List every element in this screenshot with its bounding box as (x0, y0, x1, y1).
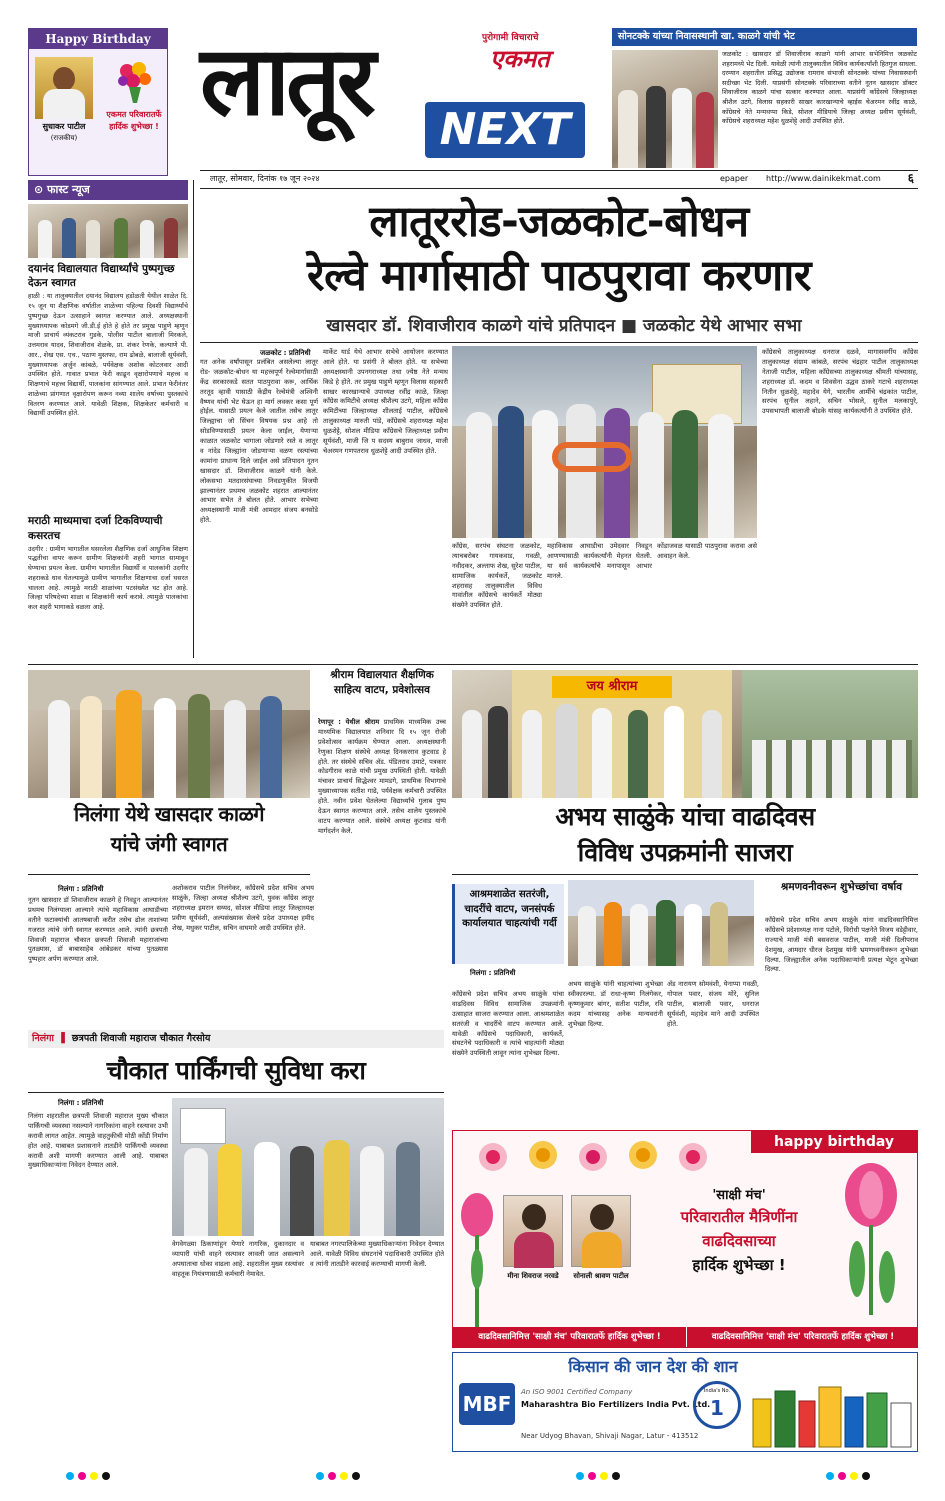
chowk-col3: याबाबत नगरपालिकेच्या मुख्याधिकाऱ्यांना निवेदन देण्यात आले. यावेळी विविध संघटनांचे पदाधिकारी उपस्थित होते व त्यांनी तातडीने कारवाई करण्याची मागणी केली. (310, 1240, 444, 1268)
fast-news-photo (28, 204, 188, 258)
birthday-header: Happy Birthday (29, 29, 167, 49)
abhay-headline-1: अभय साळुंके यांचा वाढदिवस (555, 802, 815, 831)
jai-shriram-banner: जय श्रीराम (552, 676, 672, 698)
lead-col1: गत अनेक वर्षांपासून प्रलंबित असलेल्या लातूर रोड- जळकोट-बोधन या महत्त्वपूर्ण रेल्वेमार्गासाठी केंद्र सरकारकडे सतत पाठपुरावा करू, आर्थिक तरतूद व्हावी यासाठी केंद्रीय रेल्वेमंत्री अश्विनी वैष्णव यांची भेट घेऊन हा मार्ग लवकर कसा पूर्ण होईल. यासाठी प्रयत्न केले जातील तसेच लातूर जिल्ह्याचा जो सिंचन विषयक प्रश्न आहे तो सोडविण्यासाठी प्रयत्न केला जाईल, येणाऱ्या काळात जळकोट भागाला जोडणारे रस्ते व लातूर व नांदेड जिल्ह्यांना जोडणाऱ्या वळण रस्त्यांच्या कामांना प्राधान्य दिले जाईल असे प्रतिपादन नूतन खासदार डॉ. शिवाजीराव काळगे यांनी केले. लोकसभा मतदारसंघाच्या निवडणुकीत विजयी झाल्यानंतर प्रथमच जळकोट शहरात आल्यानंतर आभार सभेत ते बोलत होते. आभार सभेच्या अध्यक्षस्थानी माजी मंत्री आमदार संजय बनसोडे होते. (200, 358, 318, 525)
top-story-box (612, 28, 917, 168)
shriram-body (318, 718, 446, 923)
chowk-col2: वेगवेगळ्या ठिकाणांहून येणारे नागरिक, दुकानदार व व्यापारी यांची वाहने रस्त्यावर लावली जात असल्याने अपघाताचा धोका वाढला आहे. शहरातील मुख्य रस्त्यांवर वाहतूक नियंत्रणासाठी कर्मचारी नेमावेत. (172, 1240, 304, 1278)
lead-dateline: जळकोट : प्रतिनिधी (260, 349, 311, 357)
abhay-subbox: आश्रमशाळेत सतरंजी, चादरींचे वाटप, जनसंपर्क कार्यालयात चाहत्यांची गर्दी (452, 884, 564, 964)
lead-headline-2: रेल्वे मार्गासाठी पाठपुरावा करणार (307, 251, 811, 301)
lead-col3: काँग्रेस, सरपंच संघटना जळकोट, त्याचबरोबर गायकवाड, गवळी, नवीदकर, अल्ताफ शेख, सुरेश पाटील, सामाजिक कार्यकर्ते, जळकोट शहरासह तालुक्यातील विविध गावांतील काँग्रेसचे कार्यकर्ते मोठ्या संख्येने उपस्थित होते. (452, 542, 542, 610)
tulip-left-icon (457, 1191, 497, 1341)
mbf-badge-num: 1 (710, 1396, 724, 1420)
nilanga-col2: अशोकराव पाटील निलंगेकर, काँग्रेसचे प्रदेश सचिव अभय साळुंके, जिल्हा अध्यक्ष श्रीशैल्य उटगे, युवक काँग्रेस लातूर शहराध्यक्ष इमरान सय्यद, सोशल मीडिया लातूर जिल्हाध्यक्ष प्रवीण सूर्यवंशी, अल्पसंख्याक सेलचे प्रदेश उपाध्यक्ष हमीद शेख, मधुकर पाटील, सचिन वाघमारे आदी उपस्थित होते. (172, 884, 314, 932)
birthday-box (28, 28, 168, 176)
lead-col4: महाविकास आघाडीचा उमेदवार निवडून आणण्यासाठी कार्यकर्त्यांनी मेहनत घेतली. या सर्व कार्यकर्त्यांचे मनापासून आभार मानले. (547, 542, 652, 580)
person2-photo (571, 1195, 631, 1267)
abhay-col2: अभय साळुंके यांनी चाहत्यांच्या शुभेच्छा स्वीकारल्या. डॉ राधा-कृष्ण निलंगेकर, कृष्णकुमार बांगर, सतीश पाटील, रवि कदम यांच्यासह अनेक मान्यवरांनी शुभेच्छा दिल्या. (568, 980, 663, 1028)
fast-news-item2-body: उदगीर : ग्रामीण भागातील घसरलेला शैक्षणिक दर्जा आधुनिक शिक्षण पद्धतीचा वापर करून ग्रामीण शिक्षकांनी शहरी भागात सामावून घेण्याचा प्रयत्न केला. ग्रामीण भागातील विद्यार्थी व पालकांनी उदगीर शहराकडे धाव घेतल्यामुळे ग्रामीण भागातील शिक्षणाचा दर्जा घसरत चालला आहे. त्यामुळे मराठी शाळांच्या पटसंख्येत घट होत आहे. जिल्हा परिषदेच्या शाळा व शिक्षकांनी कार्य करावे. त्यामुळे पालकांचा कल शहरी भागाकडे वळला आहे. (28, 544, 188, 612)
fast-news-item1-body: हाळी : या तालुक्यातील दयानंद विद्यालय हडोळती येथील शाळेत दि. १५ जून या शैक्षणिक वर्षातील शाळेच्या पहिल्या दिवशी विद्यार्थ्यांचे पुष्पगुच्छ देऊन उत्साहाने स्वागत करण्यात आले. अध्यक्षस्थानी मुख्याध्यापक कोडमगे जी.डी.ई होते हे होते तर प्रमुख पाहुणे म्हणून माजी प्राचार्य व्यंकटराव गुडके, पोलीस पाटील बालाजी मिरकले, उत्तमराव यादव, शिवाजीराव शेळके, प्रा. शंकर रेणके, कल्याणे पी. आर., शेख एस. एच., पठाण मुस्तफा, राम ढोबळे, बालाजी सूर्यवंशी, मुख्याध्यापक अर्जुन कांबळे, पर्यवेक्षक अशोक कोटलवार आदी उपस्थित होते. गावात प्रभात फेरी काढून वृक्षारोपणाचे महत्त्व व शिक्षणाचे महत्त्व विद्यार्थी, पालकांना सांगण्यात आले. प्रभात फेरीनंतर शाळेच्या प्रांगणात वृक्षारोपण करून नव्या शालेय वर्षाच्या पुस्तकांचे वितरण करण्यात आले. यावेळी शिक्षक, शिक्षकेतर कर्मचारी व विद्यार्थी उपस्थित होते. (28, 292, 188, 418)
top-story-photo (612, 50, 718, 168)
nilanga-col1: नूतन खासदार डॉ शिवाजीराव काळगे हे निवडून आल्यानंतर प्रथमच निलंग्याला आल्याने त्यांचे महाविकास आघाडीच्या वतीने फटाक्यांची आतषबाजी करीत तसेच ढोल ताशांच्या गजरात त्यांचे जंगी स्वागत करण्यात आले. त्यांनी छत्रपती शिवाजी महाराज चौकात छत्रपती शिवाजी महाराजांच्या पुतळ्यास, डॉ बाबासाहेब आंबेडकर यांच्या पुतळ्यास पुष्पहार अर्पण करण्यात आले. (28, 896, 168, 964)
birthday-role: (राजकीय) (50, 134, 78, 142)
top-story-body: जळकोट : खासदार डॉ शिवाजीराव काळगे यांनी आभार सभेनिमित्त जळकोट शहरामध्ये भेट दिली. यावेळी त्यांनी तालुक्यातील विविध कार्यकर्त्यांशी हितगुज साधला. दरम्यान शहरातील प्रसिद्ध उद्योजक रामराव संभाजी सोनटक्के यांच्या निवासस्थानी सदीच्छा भेट दिली. याप्रसंगी सोनटक्के परिवाराच्या वतीने नूतन खासदार डॉक्टर शिवाजीराव काळगे यांचा सत्कार करण्यात आला. याप्रसंगी काँग्रेसचे जिल्हाध्यक्ष श्रीशैल उटगे, विलास सहकारी साखर कारखान्याचे व्हाईस चेअरमन रवींद्र काळे, काँग्रेसचे नेते मन्मथप्पा किडे, सोशल मीडियाचे जिल्हा अध्यक्ष प्रवीण सूर्यवंशी, काँग्रेसचे शहराध्यक्ष महेश धुळशेट्टे आदी उपस्थित होते. (722, 50, 917, 126)
chowk-label (28, 1030, 444, 1048)
fast-news-label: ⊙ फास्ट न्यूज (28, 180, 188, 200)
abhay-photo (452, 670, 918, 798)
mbf-badge (693, 1381, 741, 1429)
abhay-col1: काँग्रेसचे प्रदेश सचिव अभय साळुंके यांचा वाढदिवस विविध सामाजिक उपक्रमांनी उत्साहात साजरा करण्यात आला. आश्रमशाळेत सतरंजी व चादरींचे वाटप करण्यात आले. यावेळी काँग्रेसचे पदाधिकारी, कार्यकर्ते, संघटनेचे पदाधिकारी व त्यांचे चाहत्यांनी मोठ्या संख्येने उपस्थिती लावून त्यांना शुभेच्छा दिल्या. (452, 990, 564, 1058)
mbf-product-images (751, 1379, 915, 1449)
shriram-headline: श्रीराम विद्यालयात शैक्षणिक साहित्य वाटप, प्रवेशोत्सव (330, 669, 434, 696)
birthday-photo (35, 57, 93, 119)
nilanga-headline-1: निलंगा येथे खासदार काळगे (73, 802, 265, 826)
ad-strip-left: वाढदिवसानिमित्त 'साक्षी मंच' परिवारातर्फे हार्दिक शुभेच्छा ! (478, 1332, 661, 1342)
chowk-headline: चौकात पार्किंगची सुविधा करा (106, 1056, 366, 1085)
lead-subhead: खासदार डॉ. शिवाजीराव काळगे यांचे प्रतिपादन ■ जळकोट येथे आभार सभा (326, 316, 802, 336)
masthead (200, 25, 600, 168)
epaper-label: epaper (720, 174, 749, 183)
ad-header: happy birthday (751, 1131, 917, 1153)
person1-photo (503, 1195, 563, 1267)
shriram-dateline: रेणापूर : येथील श्रीराम (318, 718, 380, 726)
abhay-photo-2 (568, 880, 754, 966)
ad-tagline-1: 'साक्षी मंच' (712, 1188, 766, 1203)
page-number: ६ (907, 171, 914, 185)
chowk-col1: निलंगा शहरातील छत्रपती शिवाजी महाराज मुख्य चौकात पार्किंगची व्यवस्था नसल्याने नागरिकांना वाहने रस्त्यावर उभी करावी लागत आहेत. त्यामुळे वाहतुकीची मोठी कोंडी निर्माण होत आहे. याबाबत प्रशासनाने तातडीने पार्किंगची व्यवस्था करावी अशी मागणी करण्यात आली आहे. याबाबत मुख्याधिकाऱ्यांना निवेदन देण्यात आले. (28, 1112, 168, 1170)
flower-row-icon (473, 1133, 743, 1183)
url-text[interactable]: http://www.dainikekmat.com (766, 174, 881, 183)
nilanga-dateline: निलंगा : प्रतिनिधी (58, 885, 104, 893)
fast-news-item1-title: दयानंद विद्यालयात विद्यार्थ्यांचे पुष्पगुच्छ देऊन स्वागत (28, 263, 175, 290)
date-text: लातूर, सोमवार, दिनांक १७ जून २०२४ (210, 174, 320, 183)
lead-col2: मार्केट यार्ड येथे आभार सभेचे आयोजन करण्यात आले होते. या प्रसंगी ते बोलत होते. या सभेच्या अध्यक्षस्थानी उपनगराध्यक्ष तथा ज्येष्ठ नेते मन्मथ किडे हे होते. तर प्रमुख पाहुणे म्हणून विलास सहकारी साखर कारखान्याचे उपाध्यक्ष रवींद्र काळे, जिल्हा काँग्रेस कमिटीचे अध्यक्ष श्रीशैल्य उटगे, महिला काँग्रेस कमिटीच्या जिल्हाध्यक्ष शीलताई पाटील, काँग्रेसचे तालुकाध्यक्ष मारुती पांडे, काँग्रेसचे शहराध्यक्ष महेश धुळशेट्टे, सोशल मीडिया काँग्रेसचे जिल्हाध्यक्ष प्रवीण सूर्यवंशी, माजी जि प सदस्य बाबुराव जाधव, माजी चेअरमन गणपतराव धुळशेट्टे आदी उपस्थित होते. (323, 348, 448, 455)
brand-logo: एकमत (490, 45, 550, 73)
mbf-address: Near Udyog Bhavan, Shivaji Nagar, Latur - 413512 (521, 1432, 699, 1440)
chowk-label-text: छत्रपती शिवाजी महाराज चौकात गैरसोय (71, 1033, 211, 1044)
mbf-slogan: किसान की जान देश की शान (568, 1357, 738, 1376)
fast-news-item2-title: मराठी माध्यमाचा दर्जा टिकविण्याची कसरतच (28, 515, 163, 542)
brand-tagline: पुरोगामी विचाराचे (482, 33, 539, 43)
lead-photo (452, 346, 757, 538)
ad-strip-right: वाढदिवसानिमित्त 'साक्षी मंच' परिवारातर्फे हार्दिक शुभेच्छा ! (686, 1327, 918, 1347)
registration-marks (40, 1466, 910, 1486)
lead-col5: कोंडाजवळ यासाठी पाठपुरावा करावा असे आवाहन केले. (657, 542, 757, 560)
date-line (200, 172, 918, 186)
mbf-iso: An ISO 9001 Certified Company (521, 1388, 633, 1396)
ad-strip (453, 1327, 918, 1347)
lead-headline-1: लातूररोड-जळकोट-बोधन (369, 197, 749, 247)
top-story-title: सोनटक्के यांच्या निवासस्थानी खा. काळगे यांची भेट (612, 28, 917, 46)
mbf-company: Maharashtra Bio Fertilizers India Pvt. Ltd. (521, 1400, 711, 1409)
shramdan-body: काँग्रेसचे प्रदेश सचिव अभय साळुंके यांना वाढदिवसानिमित्त काँग्रेसचे प्रदेशाध्यक्ष नाना पटोले, विरोधी पक्षनेते विजय वडेट्टीवार, राज्याचे माजी मंत्री बसवराज पाटील, माजी मंत्री दिलीपराव देशमुख, आमदार धीरज देशमुख यांनी भ्रमणध्वनीवरून शुभेच्छा दिल्या. जिल्ह्यातील अनेक पदाधिकाऱ्यांनी प्रत्यक्ष भेटून शुभेच्छा दिल्या. (765, 916, 918, 974)
ad-tagline-2: परिवारातील मैत्रिणींना (680, 1208, 798, 1226)
flower-bouquet-icon (115, 59, 155, 103)
lead-col6: काँग्रेसचे तालुकाध्यक्ष धनराज दळवे, मागासवर्गीय काँग्रेस तालुकाध्यक्ष संग्राम कांबळे, सरपंच चंद्रहार पाटील तालुकाध्यक्ष नेताजी पाटील, महिला काँग्रेसच्या तालुकाध्यक्ष श्रीमती यांच्यासह, शहराध्यक्ष डॉ. कदम व शिवसेना उद्धव ठाकरे गटाचे शहराध्यक्ष नितीन धुळशेट्टे, महादेव येगे, भारतीय आर्मीचे चंद्रकांत पाटील, सरपंच सुनील लहाने, सचिन भोसले, सुनील मलकापुरे, उपसभापती बालाजी बोडके यांसह कार्यकर्त्यांनी ते उपस्थित होते. (762, 348, 918, 416)
abhay-dateline: निलंगा : प्रतिनिधी (470, 969, 516, 977)
mbf-ad (452, 1352, 918, 1452)
chevron-down-icon: ⊙ (34, 183, 48, 196)
chowk-dateline: निलंगा : प्रतिनिधी (58, 1099, 104, 1107)
mbf-logo: MBF (459, 1383, 515, 1425)
nilanga-photo (28, 670, 310, 798)
chowk-label-city: निलंगा (32, 1033, 54, 1044)
masthead-title: लातूर (200, 25, 372, 137)
chowk-label-divider: ▌ (61, 1033, 69, 1044)
mbf-badge-top: India's No. (703, 1388, 731, 1394)
shramdan-headline: श्रमणवनीवरून शुभेच्छांचा वर्षाव (780, 881, 903, 893)
chowk-photo (172, 1098, 444, 1236)
next-badge: NEXT (425, 102, 585, 158)
birthday-wish: एकमत परिवारातर्फे हार्दिक शुभेच्छा ! (106, 110, 162, 131)
abhay-headline-2: विविध उपक्रमांनी साजरा (577, 838, 793, 867)
person2-name: सोनाली श्रावण पाटील (573, 1272, 629, 1280)
happy-birthday-ad (452, 1130, 918, 1348)
ad-tagline-4: हार्दिक शुभेच्छा ! (692, 1256, 786, 1274)
tulip-right-icon (831, 1159, 911, 1319)
birthday-name: सुधाकर पाटील (42, 122, 86, 131)
shriram-text: प्राथमिक माध्यमिक उच्च माध्यमिक विद्यालयात शनिवार दि १५ जून रोजी प्रवेशोत्सव कार्यक्रम घेण्यात आला. अध्यक्षस्थानी रेणुका शिक्षण संस्थेचे अध्यक्ष दिनकरराव कुटवाड हे होते. तर संस्थेचे सचिव ॲड. पंडितराव उमाटे, पत्रकार कोडगीराव काळे यांची प्रमुख उपस्थिती होती. यावेळी मंचावर प्राचार्य सिद्धेश्वर मामडगे, प्राथमिक विभागाचे मुख्याध्यापक सतीश गाढे, पर्यवेक्षक कर्मचारी उपस्थित होते. नवीन प्रवेश घेतलेल्या विद्यार्थ्यांचे गुलाब पुष्प देऊन स्वागत करण्यात आले. तसेच शालेय पुस्तकांचे वाटप करण्यात आले. संस्थेचे अध्यक्ष कुटवाड यांनी मार्गदर्शन केले. (318, 718, 446, 835)
abhay-col3: ॲड नारायण सोमवंशी, येनाप्पा गवळी, गोपाल पवार, संजय मोरे, सुनिल पाटील, बालाजी पवार, धनराज सूर्यवंशी, महादेव माने आदी उपस्थित होते. (667, 980, 759, 1028)
person1-name: मीना शिवराज नरवडे (507, 1272, 559, 1280)
ad-tagline-3: वाढदिवसाच्या (702, 1232, 776, 1250)
nilanga-headline-2: यांचे जंगी स्वागत (110, 832, 228, 856)
